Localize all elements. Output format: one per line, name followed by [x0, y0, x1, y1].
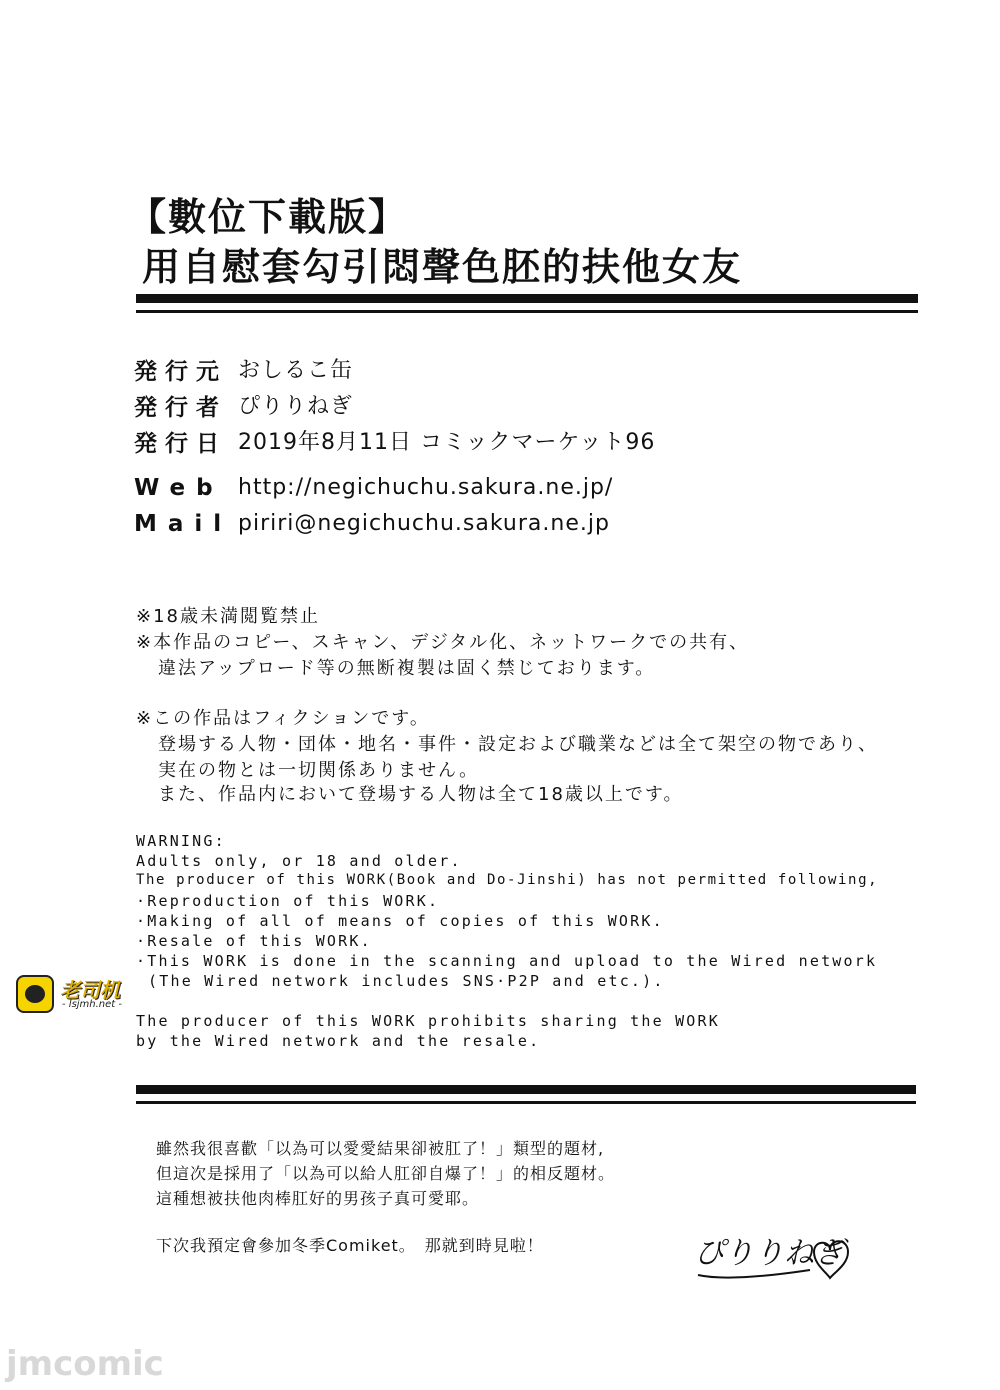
afterword-line-1: 雖然我很喜歡「以為可以愛愛結果卻被肛了！」類型的題材, [156, 1139, 605, 1158]
watermark-badge-icon [16, 975, 54, 1013]
signature [690, 1220, 870, 1290]
info-value-publisher: おしるこ缶 [238, 358, 354, 383]
title-line-2: 用自慰套勾引悶聲色胚的扶他女友 [142, 245, 743, 289]
signature-text: ぴりりねぎ [694, 1236, 844, 1271]
notice-copy-ban-1: ※本作品のコピー、スキャン、デジタル化、ネットワークでの共有、 [136, 632, 750, 653]
info-label-issuer: 発行者 [134, 395, 227, 421]
warning-line-10: by the Wired network and the resale. [136, 1032, 541, 1050]
notice-fiction-4: また、作品内において登場する人物は全て18歳以上です。 [158, 784, 684, 805]
notice-fiction-3: 実在の物とは一切関係ありません。 [158, 760, 480, 781]
bottom-rule-thin [136, 1101, 916, 1104]
footer-logo: jmcomic [6, 1344, 164, 1384]
afterword-line-4: 下次我預定會參加冬季Comiket。 那就到時見啦！ [156, 1236, 544, 1255]
info-value-web: http://negichuchu.sakura.ne.jp/ [238, 475, 614, 500]
warning-line-3: The producer of this WORK(Book and Do-Jinshi) has not permitted following, [136, 872, 879, 888]
notice-copy-ban-2: 違法アップロード等の無断複製は固く禁じております。 [158, 658, 656, 679]
info-label-date: 発行日 [134, 431, 227, 457]
bottom-rule-thick [136, 1085, 916, 1094]
top-rule-thick [136, 294, 918, 303]
warning-line-2: Adults only, or 18 and older. [136, 852, 462, 870]
afterword-line-3: 這種想被扶他肉棒肛好的男孩子真可愛耶。 [156, 1189, 480, 1208]
info-value-date: 2019年8月11日 コミックマーケット96 [238, 430, 656, 455]
warning-line-1: WARNING: [136, 832, 226, 850]
info-label-publisher: 発行元 [134, 359, 227, 385]
warning-line-8: (The Wired network includes SNS·P2P and etc.). [148, 972, 665, 990]
info-value-issuer: ぴりりねぎ [238, 394, 354, 419]
top-rule-thin [136, 310, 918, 313]
warning-line-4: ·Reproduction of this WORK. [136, 892, 440, 910]
notice-age-restriction: ※18歳未満閲覧禁止 [136, 606, 320, 627]
warning-line-9: The producer of this WORK prohibits sharing the WORK [136, 1012, 720, 1030]
notice-fiction-2: 登場する人物・団体・地名・事件・設定および職業などは全て架空の物であり、 [158, 734, 878, 755]
watermark-url: - lsjmh.net - [62, 999, 123, 1010]
warning-line-6: ·Resale of this WORK. [136, 932, 372, 950]
watermark-text: 老司机 [60, 978, 120, 1002]
info-label-web: Web [134, 475, 224, 501]
warning-line-5: ·Making of all of means of copies of this WORK. [136, 912, 664, 930]
info-label-mail: Mail [134, 511, 233, 537]
info-value-mail: piriri@negichuchu.sakura.ne.jp [238, 511, 610, 536]
title-line-1: 【數位下載版】 [128, 195, 409, 239]
warning-line-7: ·This WORK is done in the scanning and upload to the Wired network [136, 952, 878, 970]
afterword-line-2: 但這次是採用了「以為可以給人肛卻自爆了！」的相反題材。 [156, 1164, 616, 1183]
notice-fiction-1: ※この作品はフィクションです。 [136, 708, 430, 729]
